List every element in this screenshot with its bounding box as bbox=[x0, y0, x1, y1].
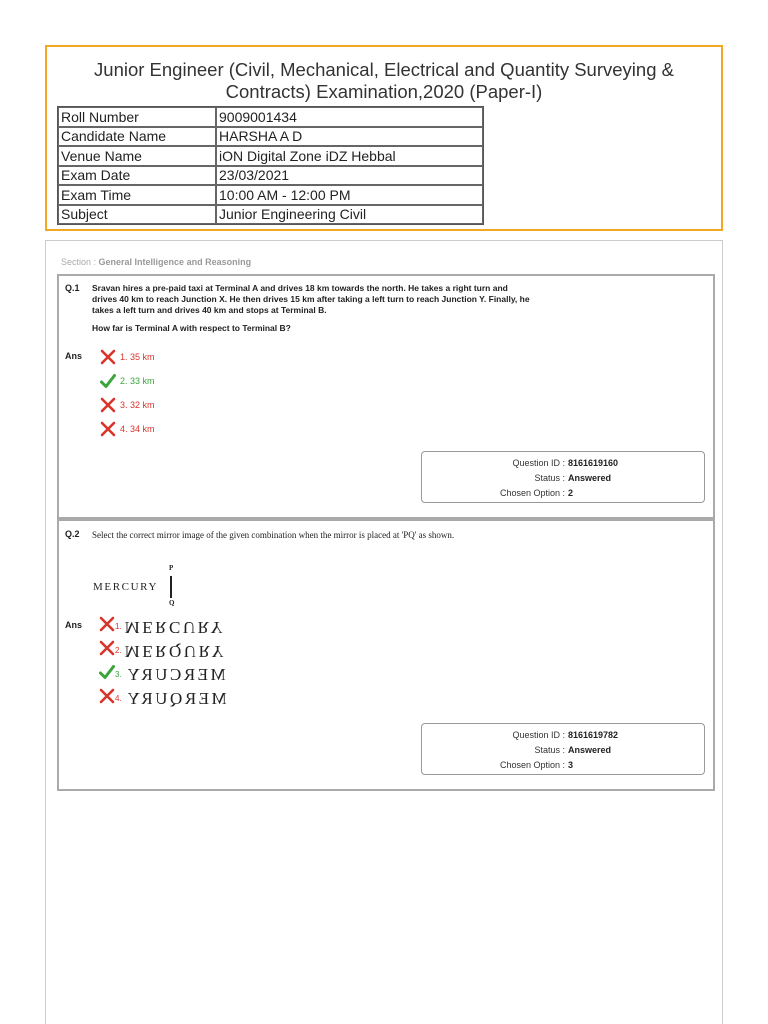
mirror-line bbox=[170, 576, 172, 598]
option-image: MERCURY bbox=[124, 664, 226, 684]
candidate-info-table bbox=[57, 106, 484, 225]
option-label: 1. 35 km bbox=[120, 352, 155, 362]
answer-sheet bbox=[45, 240, 723, 1024]
option-3 bbox=[99, 664, 225, 685]
option-2 bbox=[99, 372, 155, 390]
exam-title: Junior Engineer (Civil, Mechanical, Electrical and Quantity Surveying & Contracts) Examination,2020 (Paper-I) bbox=[94, 59, 674, 102]
option-2 bbox=[99, 640, 226, 661]
table-row bbox=[58, 166, 483, 186]
ans-label: Ans bbox=[65, 351, 83, 361]
info-value: Junior Engineering Civil bbox=[216, 205, 483, 225]
info-key: Subject bbox=[58, 205, 216, 225]
status-label: Status : bbox=[534, 473, 565, 483]
section-prefix: Section : bbox=[61, 257, 99, 267]
info-value: iON Digital Zone iDZ Hebbal bbox=[216, 146, 483, 166]
mirror-figure bbox=[93, 564, 213, 610]
cross-icon bbox=[99, 616, 115, 637]
chosen-option-value: 2 bbox=[568, 488, 574, 498]
option-label: 4. bbox=[115, 694, 122, 703]
question-info-card bbox=[421, 723, 705, 775]
question-id: 8161619160 bbox=[568, 458, 619, 468]
table-row bbox=[58, 146, 483, 166]
info-key: Exam Time bbox=[58, 185, 216, 205]
option-label: 1. bbox=[115, 622, 122, 631]
status-label: Status : bbox=[534, 745, 565, 755]
info-value: 23/03/2021 bbox=[216, 166, 483, 186]
question-body: Sravan hires a pre-paid taxi at Terminal A and drives 18 km towards the north. He takes a right turn and drives 40 km to reach Junction X. He then drives 15 km after taking a left turn to reach Junction Y. Finally, he takes a left turn and drives 40 km and stops at Terminal B. bbox=[92, 283, 530, 315]
question-panel-1 bbox=[57, 274, 715, 519]
info-key: Exam Date bbox=[58, 166, 216, 186]
section-label bbox=[61, 257, 251, 267]
table-row bbox=[58, 205, 483, 225]
option-label: 2. bbox=[115, 646, 122, 655]
chosen-option-label: Chosen Option : bbox=[499, 760, 565, 770]
check-icon bbox=[99, 664, 115, 685]
status-value: Answered bbox=[568, 745, 612, 755]
option-label: 2. 33 km bbox=[120, 376, 155, 386]
cross-icon bbox=[99, 640, 115, 661]
option-4 bbox=[99, 420, 155, 438]
question-prompt: How far is Terminal A with respect to Terminal B? bbox=[92, 323, 291, 333]
info-key: Venue Name bbox=[58, 146, 216, 166]
question-info-card bbox=[421, 451, 705, 503]
option-label: 3. bbox=[115, 670, 122, 679]
cross-icon bbox=[99, 688, 115, 709]
option-image: MERQURY bbox=[124, 688, 227, 708]
cross-icon bbox=[99, 420, 117, 438]
table-row bbox=[58, 127, 483, 147]
info-value: HARSHA A D bbox=[216, 127, 483, 147]
question-number: Q.1 bbox=[65, 283, 80, 293]
question-panel-2 bbox=[57, 519, 715, 791]
check-icon bbox=[99, 372, 117, 390]
option-label: 3. 32 km bbox=[120, 400, 155, 410]
ans-label: Ans bbox=[65, 620, 83, 630]
exam-header bbox=[45, 45, 723, 231]
question-id: 8161619782 bbox=[568, 730, 619, 740]
table-row bbox=[58, 185, 483, 205]
question-number: Q.2 bbox=[65, 529, 80, 539]
figure-word: MERCURY bbox=[93, 581, 158, 593]
question-id-label: Question ID : bbox=[512, 458, 565, 468]
cross-icon bbox=[99, 348, 117, 366]
status-value: Answered bbox=[568, 473, 612, 483]
info-key: Roll Number bbox=[58, 107, 216, 127]
info-key: Candidate Name bbox=[58, 127, 216, 147]
option-3 bbox=[99, 396, 155, 414]
chosen-option-value: 3 bbox=[568, 760, 574, 770]
cross-icon bbox=[99, 396, 117, 414]
info-value: 9009001434 bbox=[216, 107, 483, 127]
question-text: Select the correct mirror image of the given combination when the mirror is placed at 'PQ' as shown. bbox=[92, 530, 455, 540]
option-image: MERCURY bbox=[124, 617, 226, 637]
option-1 bbox=[99, 616, 225, 637]
table-row bbox=[58, 107, 483, 127]
option-1 bbox=[99, 348, 155, 366]
option-image: MERQURY bbox=[124, 641, 227, 661]
mirror-label-p: P bbox=[169, 564, 174, 572]
question-id-label: Question ID : bbox=[512, 730, 565, 740]
option-4 bbox=[99, 688, 226, 709]
info-value: 10:00 AM - 12:00 PM bbox=[216, 185, 483, 205]
mirror-label-q: Q bbox=[169, 599, 175, 607]
chosen-option-label: Chosen Option : bbox=[499, 488, 565, 498]
question-text bbox=[92, 283, 532, 341]
option-label: 4. 34 km bbox=[120, 424, 155, 434]
section-name: General Intelligence and Reasoning bbox=[98, 257, 252, 267]
